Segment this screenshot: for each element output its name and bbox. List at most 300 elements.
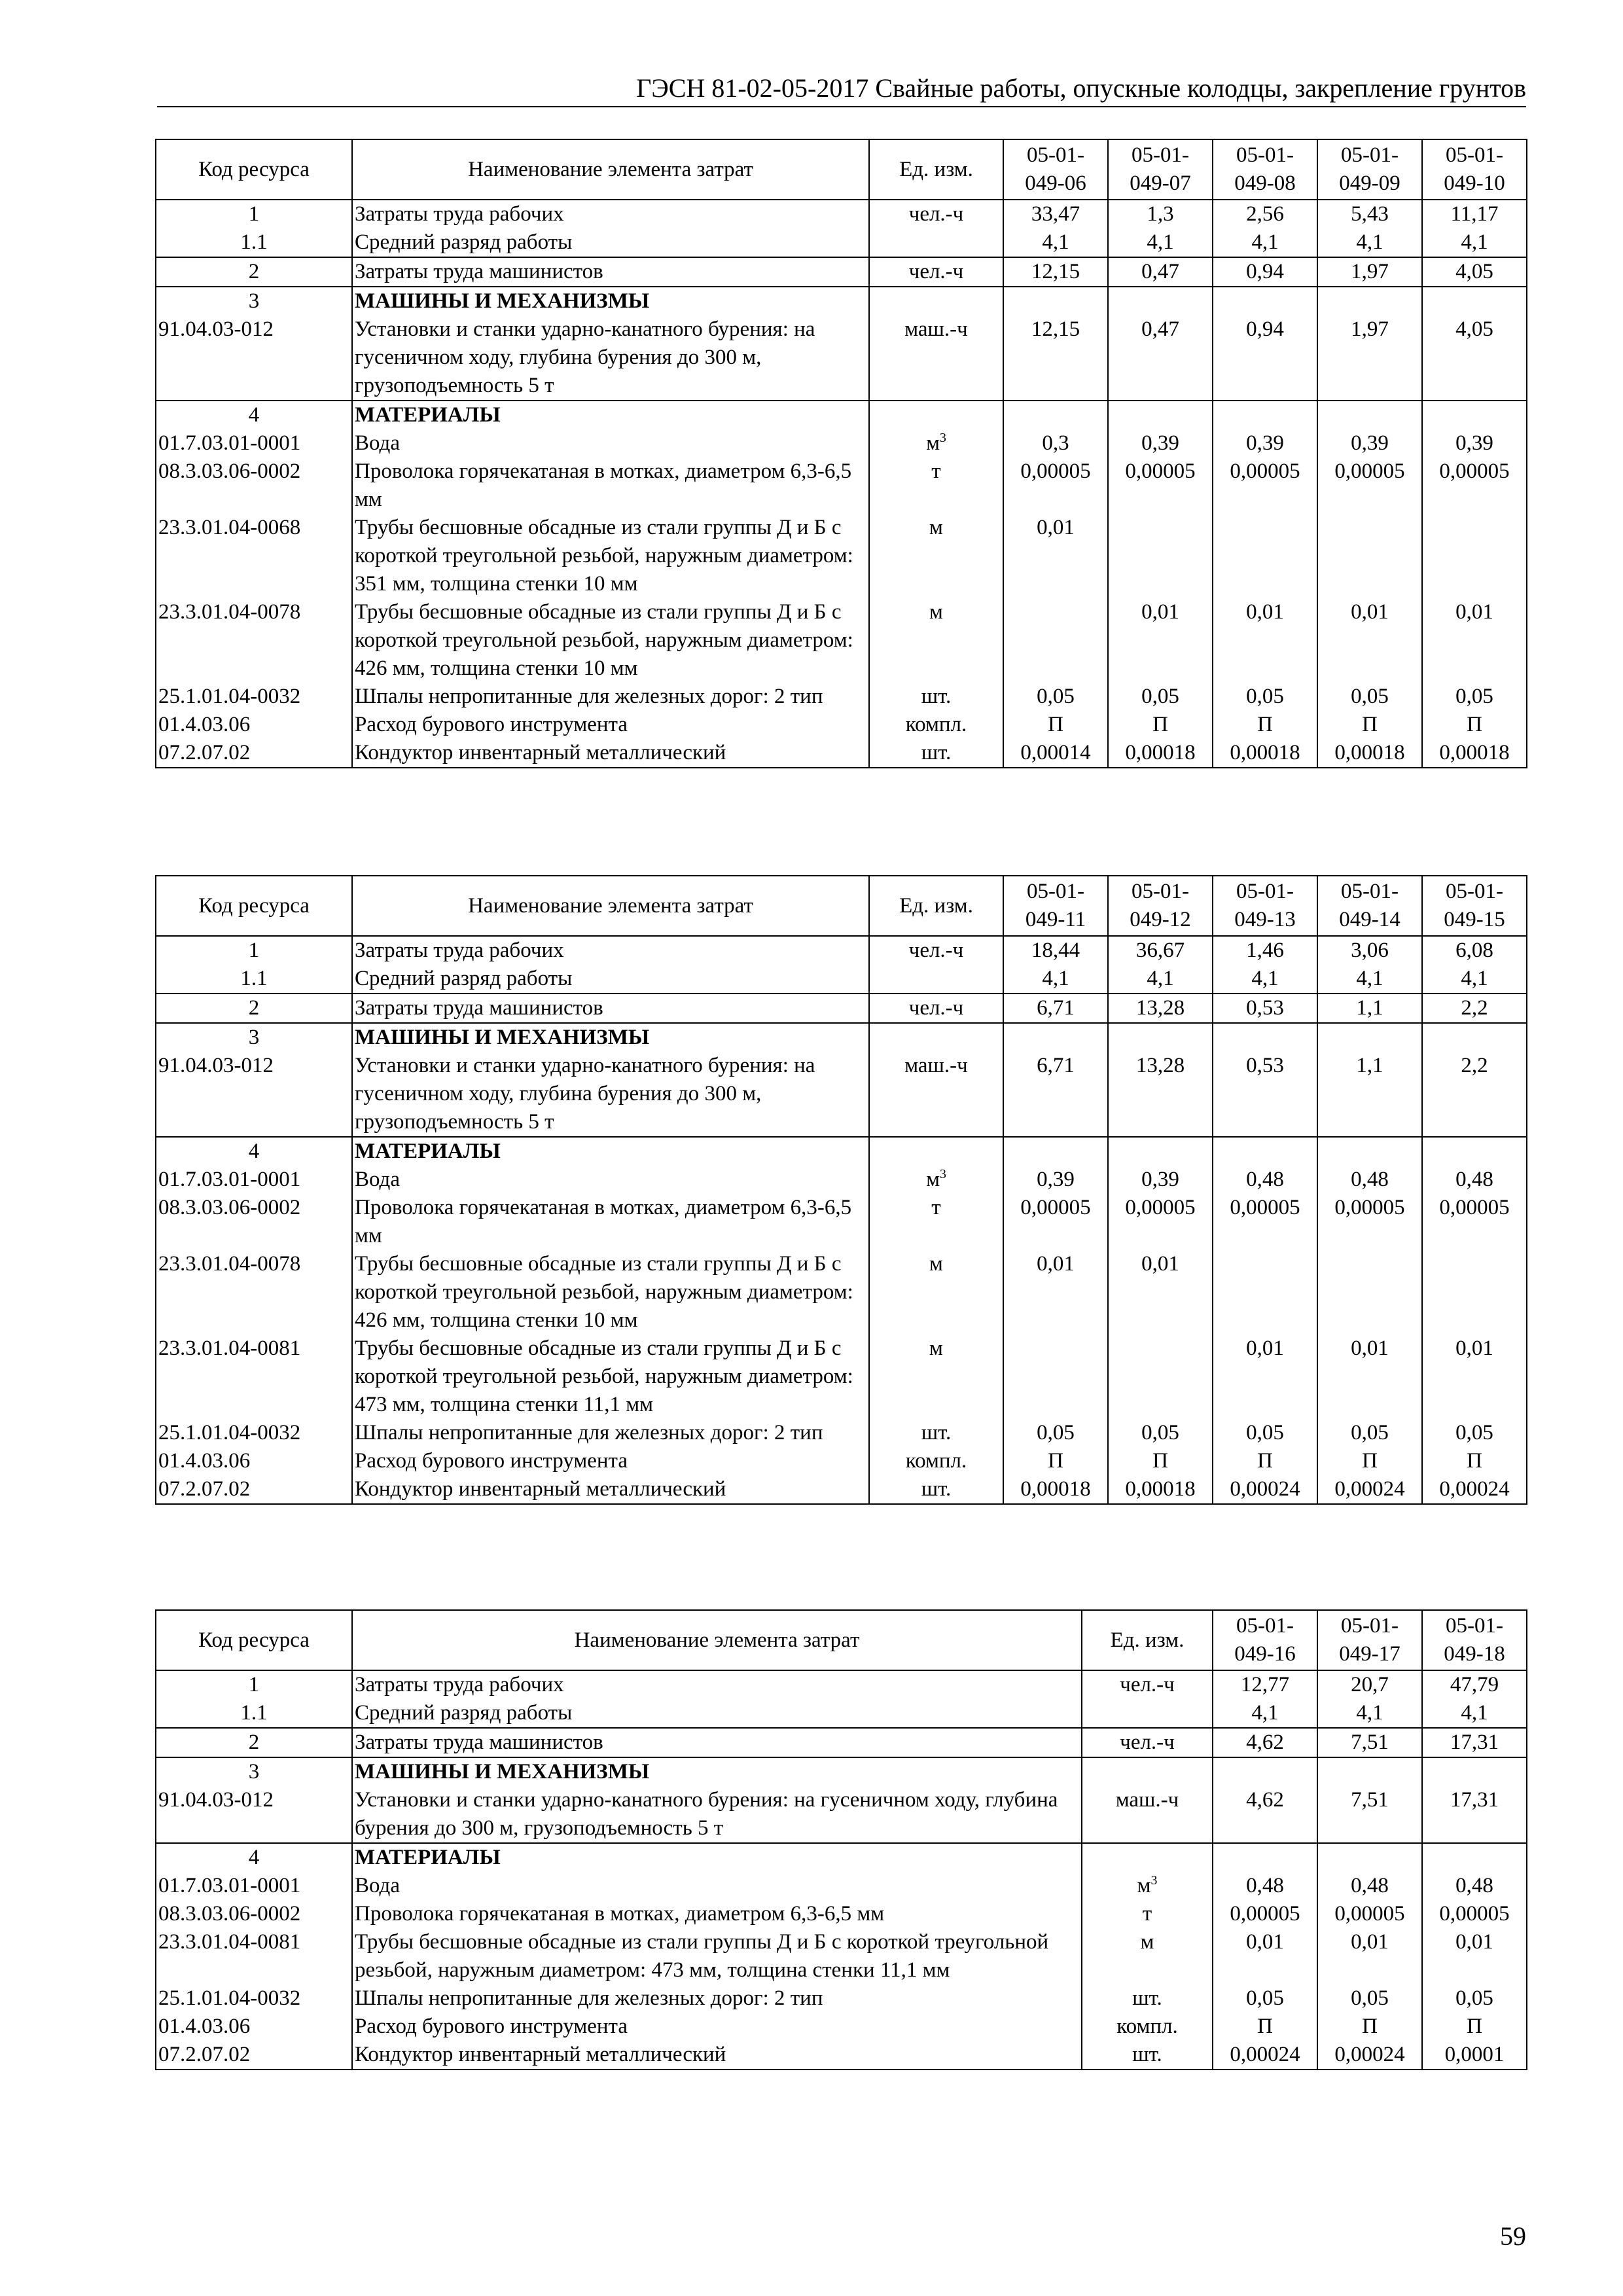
resource-value: 11,17	[1422, 200, 1527, 228]
resource-value: 0,05	[1422, 1419, 1527, 1447]
resource-unit: чел.-ч	[1082, 1670, 1213, 1699]
resource-value: 12,77	[1213, 1670, 1317, 1699]
table-row	[156, 598, 1527, 683]
resource-value: 0,01	[1213, 1335, 1317, 1419]
resource-value: 0,48	[1422, 1872, 1527, 1900]
resource-code: 01.4.03.06	[156, 2013, 352, 2041]
resource-unit: $м^3$	[869, 429, 1003, 457]
resource-code: 4	[156, 401, 352, 429]
resource-value: П	[1317, 1447, 1422, 1475]
resource-unit	[1082, 1699, 1213, 1728]
resource-unit: шт.	[1082, 2041, 1213, 2070]
resource-value	[1422, 514, 1527, 598]
resource-value: 4,1	[1422, 228, 1527, 257]
resource-unit: маш.-ч	[1082, 1786, 1213, 1843]
resource-name: Затраты труда машинистов	[352, 1728, 1082, 1757]
header-norm-code: 05-01- 049-16	[1213, 1610, 1317, 1670]
resource-value: 20,7	[1317, 1670, 1422, 1699]
resource-unit: м	[869, 1335, 1003, 1419]
table-row	[156, 1052, 1527, 1137]
resource-unit: маш.-ч	[869, 1052, 1003, 1137]
page-header: ГЭСН 81-02-05-2017 Свайные работы, опускные колодцы, закрепление грунтов	[157, 72, 1526, 107]
resource-value	[1213, 514, 1317, 598]
table-row	[156, 457, 1527, 514]
resource-value: 4,62	[1213, 1786, 1317, 1843]
resource-value: 0,39	[1422, 429, 1527, 457]
resource-value	[1213, 401, 1317, 429]
resource-name: Расход бурового инструмента	[352, 2013, 1082, 2041]
resource-value: 0,05	[1317, 683, 1422, 711]
resource-value: 0,3	[1003, 429, 1108, 457]
table-row	[156, 1900, 1527, 1928]
resource-value: П	[1422, 1447, 1527, 1475]
resource-value: 0,00005	[1213, 1900, 1317, 1928]
resource-value: П	[1213, 2013, 1317, 2041]
resource-code: 08.3.03.06-0002	[156, 1194, 352, 1250]
resource-value: 4,1	[1213, 1699, 1317, 1728]
resource-value: 12,15	[1003, 257, 1108, 287]
header-unit: Ед. изм.	[1082, 1610, 1213, 1670]
header-norm-code: 05-01- 049-08	[1213, 139, 1317, 200]
resource-value: 0,01	[1422, 1928, 1527, 1984]
resource-value: П	[1213, 1447, 1317, 1475]
resource-value: 0,94	[1213, 257, 1317, 287]
resource-value	[1213, 1137, 1317, 1166]
resource-unit: шт.	[869, 683, 1003, 711]
resource-name: Средний разряд работы	[352, 965, 869, 994]
resource-value: 0,00018	[1422, 739, 1527, 768]
resource-name: Вода	[352, 429, 869, 457]
resource-value: П	[1317, 2013, 1422, 2041]
resource-value: 0,00005	[1003, 457, 1108, 514]
resource-value: 0,00005	[1213, 1194, 1317, 1250]
resource-value: 0,05	[1003, 1419, 1108, 1447]
resource-unit: чел.-ч	[869, 936, 1003, 965]
table-row	[156, 1023, 1527, 1052]
table-row	[156, 1335, 1527, 1419]
resource-name: Трубы бесшовные обсадные из стали группы Д и Б с короткой треугольной резьбой, наружным диаметром: 426 мм, толщина стенки 10 мм	[352, 1250, 869, 1335]
header-unit: Ед. изм.	[869, 139, 1003, 200]
table-row	[156, 315, 1527, 401]
resource-value: 0,05	[1213, 683, 1317, 711]
resource-value	[1003, 598, 1108, 683]
resource-value: 4,1	[1003, 228, 1108, 257]
header-name: Наименование элемента затрат	[352, 139, 869, 200]
resource-code: 23.3.01.04-0081	[156, 1928, 352, 1984]
resource-value: 13,28	[1108, 994, 1213, 1023]
resource-value: 0,01	[1108, 1250, 1213, 1335]
resource-value	[1108, 1023, 1213, 1052]
table-row	[156, 514, 1527, 598]
resource-code: 1.1	[156, 1699, 352, 1728]
resource-value	[1317, 1843, 1422, 1872]
resource-name: МАТЕРИАЛЫ	[352, 1137, 869, 1166]
resource-value: 0,05	[1422, 683, 1527, 711]
resource-value: 0,01	[1108, 598, 1213, 683]
resource-unit: $м^3$	[869, 1166, 1003, 1194]
resource-code: 4	[156, 1137, 352, 1166]
resource-value: 0,00005	[1108, 1194, 1213, 1250]
resource-value: 13,28	[1108, 1052, 1213, 1137]
resource-unit: чел.-ч	[869, 200, 1003, 228]
resource-value: 0,39	[1108, 1166, 1213, 1194]
resource-name: Затраты труда рабочих	[352, 200, 869, 228]
resource-value: 0,48	[1317, 1166, 1422, 1194]
resource-value: 0,00005	[1422, 1194, 1527, 1250]
resource-value: 0,39	[1003, 1166, 1108, 1194]
resource-code: 25.1.01.04-0032	[156, 1984, 352, 2013]
resource-unit: компл.	[869, 1447, 1003, 1475]
header-norm-code: 05-01- 049-18	[1422, 1610, 1527, 1670]
header-code: Код ресурса	[156, 1610, 352, 1670]
resource-code: 23.3.01.04-0078	[156, 598, 352, 683]
resource-value	[1317, 1137, 1422, 1166]
table-row	[156, 1475, 1527, 1504]
header-code: Код ресурса	[156, 876, 352, 936]
resource-value: 1,3	[1108, 200, 1213, 228]
resource-value: 0,39	[1317, 429, 1422, 457]
resource-value	[1108, 1335, 1213, 1419]
resource-value: 1,1	[1317, 994, 1422, 1023]
resource-name: МАШИНЫ И МЕХАНИЗМЫ	[352, 1757, 1082, 1786]
resource-code: 07.2.07.02	[156, 739, 352, 768]
resource-value: 6,71	[1003, 994, 1108, 1023]
resource-name: Шпалы непропитанные для железных дорог: 2 тип	[352, 683, 869, 711]
resource-name: Кондуктор инвентарный металлический	[352, 2041, 1082, 2070]
resource-name: МАТЕРИАЛЫ	[352, 1843, 1082, 1872]
resource-value	[1317, 514, 1422, 598]
resource-value: 0,00005	[1422, 457, 1527, 514]
header-name: Наименование элемента затрат	[352, 876, 869, 936]
resource-value	[1317, 1023, 1422, 1052]
resource-code: 01.7.03.01-0001	[156, 1872, 352, 1900]
header-norm-code: 05-01- 049-12	[1108, 876, 1213, 936]
resource-value: 4,62	[1213, 1728, 1317, 1757]
resource-value: П	[1003, 1447, 1108, 1475]
resource-code: 07.2.07.02	[156, 1475, 352, 1504]
resource-unit: т	[869, 1194, 1003, 1250]
resource-value: 0,00018	[1108, 739, 1213, 768]
table-row	[156, 1872, 1527, 1900]
resource-value: 0,00024	[1422, 1475, 1527, 1504]
resource-unit	[869, 965, 1003, 994]
resource-value	[1317, 1250, 1422, 1335]
resource-code: 23.3.01.04-0078	[156, 1250, 352, 1335]
resource-name: МАШИНЫ И МЕХАНИЗМЫ	[352, 287, 869, 315]
header-name: Наименование элемента затрат	[352, 1610, 1082, 1670]
table-row	[156, 228, 1527, 257]
resource-value: 4,1	[1422, 1699, 1527, 1728]
table-row	[156, 1419, 1527, 1447]
resource-value	[1422, 1250, 1527, 1335]
resource-name: Трубы бесшовные обсадные из стали группы Д и Б с короткой треугольной резьбой, наружным диаметром: 473 мм, толщина стенки 11,1 мм	[352, 1928, 1082, 1984]
resource-value: 17,31	[1422, 1728, 1527, 1757]
resource-value: 0,00005	[1108, 457, 1213, 514]
resource-value: 0,01	[1213, 598, 1317, 683]
resource-value: 0,00014	[1003, 739, 1108, 768]
resource-value: 0,05	[1108, 1419, 1213, 1447]
table-row	[156, 711, 1527, 739]
resource-value: 0,01	[1317, 1335, 1422, 1419]
resource-code: 3	[156, 287, 352, 315]
resource-value	[1213, 1757, 1317, 1786]
resource-name: Затраты труда машинистов	[352, 257, 869, 287]
header-norm-code: 05-01- 049-17	[1317, 1610, 1422, 1670]
resource-value	[1108, 1137, 1213, 1166]
table-row	[156, 429, 1527, 457]
table-row	[156, 200, 1527, 228]
header-code: Код ресурса	[156, 139, 352, 200]
header-norm-code: 05-01- 049-09	[1317, 139, 1422, 200]
table-row	[156, 1843, 1527, 1872]
resource-name: Кондуктор инвентарный металлический	[352, 739, 869, 768]
resource-value	[1422, 401, 1527, 429]
resource-value: 0,48	[1317, 1872, 1422, 1900]
resource-value: 7,51	[1317, 1728, 1422, 1757]
resource-value	[1422, 1023, 1527, 1052]
resource-name: Средний разряд работы	[352, 1699, 1082, 1728]
resource-name: Средний разряд работы	[352, 228, 869, 257]
resource-value: П	[1108, 711, 1213, 739]
table-row	[156, 1250, 1527, 1335]
resource-value: 0,00024	[1213, 1475, 1317, 1504]
resource-value	[1003, 1335, 1108, 1419]
resource-value: 0,00005	[1317, 457, 1422, 514]
resource-value	[1213, 287, 1317, 315]
resource-value: 1,97	[1317, 257, 1422, 287]
resource-value: 2,2	[1422, 994, 1527, 1023]
resource-value: 2,56	[1213, 200, 1317, 228]
table-row	[156, 1728, 1527, 1757]
resource-value: 12,15	[1003, 315, 1108, 401]
table-row	[156, 257, 1527, 287]
resource-unit	[869, 401, 1003, 429]
table-row	[156, 1447, 1527, 1475]
resource-value: 0,01	[1213, 1928, 1317, 1984]
resource-value	[1003, 287, 1108, 315]
resource-code: 91.04.03-012	[156, 1052, 352, 1137]
resource-unit: маш.-ч	[869, 315, 1003, 401]
resource-name: Вода	[352, 1166, 869, 1194]
resource-value: 4,1	[1003, 965, 1108, 994]
resource-code: 1.1	[156, 228, 352, 257]
resource-value: 7,51	[1317, 1786, 1422, 1843]
resource-name: Расход бурового инструмента	[352, 1447, 869, 1475]
resource-code: 25.1.01.04-0032	[156, 683, 352, 711]
header-norm-code: 05-01- 049-15	[1422, 876, 1527, 936]
resource-name: Трубы бесшовные обсадные из стали группы Д и Б с короткой треугольной резьбой, наружным диаметром: 426 мм, толщина стенки 10 мм	[352, 598, 869, 683]
resource-value: 33,47	[1003, 200, 1108, 228]
resource-code: 91.04.03-012	[156, 1786, 352, 1843]
resource-name: Шпалы непропитанные для железных дорог: 2 тип	[352, 1984, 1082, 2013]
resource-unit: шт.	[869, 739, 1003, 768]
resource-value: 0,05	[1317, 1984, 1422, 2013]
resource-value: 0,05	[1422, 1984, 1527, 2013]
resource-value: 0,00018	[1213, 739, 1317, 768]
resource-value: 0,00024	[1317, 1475, 1422, 1504]
header-norm-code: 05-01- 049-13	[1213, 876, 1317, 936]
resource-value	[1003, 1137, 1108, 1166]
resource-code: 3	[156, 1023, 352, 1052]
resource-code: 23.3.01.04-0081	[156, 1335, 352, 1419]
resource-name: Вода	[352, 1872, 1082, 1900]
resource-code: 01.7.03.01-0001	[156, 429, 352, 457]
resource-name: Расход бурового инструмента	[352, 711, 869, 739]
resource-value: 4,1	[1317, 1699, 1422, 1728]
resource-code: 91.04.03-012	[156, 315, 352, 401]
resource-value: 0,00005	[1003, 1194, 1108, 1250]
resource-unit: т	[869, 457, 1003, 514]
resource-code: 2	[156, 994, 352, 1023]
resource-value: 0,00005	[1213, 457, 1317, 514]
resource-value	[1003, 1023, 1108, 1052]
resource-table-3	[155, 1609, 1527, 2070]
table-row	[156, 2013, 1527, 2041]
resource-value: П	[1213, 711, 1317, 739]
resource-value: 0,01	[1317, 1928, 1422, 1984]
table-row	[156, 401, 1527, 429]
resource-unit: компл.	[869, 711, 1003, 739]
header-norm-code: 05-01- 049-07	[1108, 139, 1213, 200]
resource-value: 0,01	[1003, 514, 1108, 598]
table-row	[156, 2041, 1527, 2070]
resource-code: 07.2.07.02	[156, 2041, 352, 2070]
resource-value: 0,01	[1422, 598, 1527, 683]
resource-unit: м	[869, 598, 1003, 683]
resource-value: 1,1	[1317, 1052, 1422, 1137]
resource-value	[1003, 401, 1108, 429]
resource-name: Затраты труда рабочих	[352, 936, 869, 965]
resource-value: 0,00005	[1317, 1194, 1422, 1250]
resource-code: 01.4.03.06	[156, 1447, 352, 1475]
table-row	[156, 965, 1527, 994]
resource-value: 4,05	[1422, 257, 1527, 287]
resource-code: 1.1	[156, 965, 352, 994]
resource-unit: $м^3$	[1082, 1872, 1213, 1900]
resource-value: 0,00005	[1422, 1900, 1527, 1928]
table-row	[156, 1786, 1527, 1843]
resource-value	[1317, 287, 1422, 315]
table-row	[156, 1757, 1527, 1786]
resource-unit: шт.	[869, 1419, 1003, 1447]
resource-value	[1422, 1843, 1527, 1872]
resource-unit: шт.	[869, 1475, 1003, 1504]
resource-value: 0,39	[1108, 429, 1213, 457]
resource-name: МАШИНЫ И МЕХАНИЗМЫ	[352, 1023, 869, 1052]
header-norm-code: 05-01- 049-11	[1003, 876, 1108, 936]
resource-name: Установки и станки ударно-канатного бурения: на гусеничном ходу, глубина бурения до 300 м, грузоподъемность 5 т	[352, 1052, 869, 1137]
resource-code: 4	[156, 1843, 352, 1872]
resource-unit	[869, 287, 1003, 315]
resource-value: 0,01	[1422, 1335, 1527, 1419]
resource-value: 4,1	[1108, 228, 1213, 257]
resource-name: Кондуктор инвентарный металлический	[352, 1475, 869, 1504]
resource-value: 0,0001	[1422, 2041, 1527, 2070]
resource-value: 4,1	[1317, 228, 1422, 257]
resource-value: 4,1	[1317, 965, 1422, 994]
resource-name: Проволока горячекатаная в мотках, диаметром 6,3-6,5 мм	[352, 1194, 869, 1250]
resource-value: 17,31	[1422, 1786, 1527, 1843]
header-norm-code: 05-01- 049-10	[1422, 139, 1527, 200]
resource-value: 0,53	[1213, 994, 1317, 1023]
header-unit: Ед. изм.	[869, 876, 1003, 936]
resource-value	[1422, 1757, 1527, 1786]
resource-unit: чел.-ч	[869, 994, 1003, 1023]
resource-name: Проволока горячекатаная в мотках, диаметром 6,3-6,5 мм	[352, 457, 869, 514]
table-row	[156, 1166, 1527, 1194]
resource-value: 6,71	[1003, 1052, 1108, 1137]
resource-name: Установки и станки ударно-канатного бурения: на гусеничном ходу, глубина бурения до 300 м, грузоподъемность 5 т	[352, 1786, 1082, 1843]
resource-value: 4,1	[1108, 965, 1213, 994]
resource-value: 0,05	[1213, 1984, 1317, 2013]
resource-value: 0,48	[1213, 1166, 1317, 1194]
resource-value: 4,1	[1422, 965, 1527, 994]
resource-value: 2,2	[1422, 1052, 1527, 1137]
table-row	[156, 994, 1527, 1023]
resource-value: 0,47	[1108, 315, 1213, 401]
resource-name: Затраты труда машинистов	[352, 994, 869, 1023]
resource-value: 0,05	[1213, 1419, 1317, 1447]
resource-unit	[1082, 1843, 1213, 1872]
resource-value	[1422, 287, 1527, 315]
resource-value	[1317, 1757, 1422, 1786]
resource-value: 18,44	[1003, 936, 1108, 965]
resource-unit: т	[1082, 1900, 1213, 1928]
resource-value	[1108, 401, 1213, 429]
resource-code: 01.7.03.01-0001	[156, 1166, 352, 1194]
resource-value: П	[1317, 711, 1422, 739]
table-row	[156, 1137, 1527, 1166]
resource-value: 3,06	[1317, 936, 1422, 965]
resource-code: 1	[156, 200, 352, 228]
resource-name: Установки и станки ударно-канатного бурения: на гусеничном ходу, глубина бурения до 300 м, грузоподъемность 5 т	[352, 315, 869, 401]
resource-value	[1213, 1250, 1317, 1335]
table-row	[156, 1670, 1527, 1699]
resource-value: 5,43	[1317, 200, 1422, 228]
resource-code: 08.3.03.06-0002	[156, 1900, 352, 1928]
resource-value: 4,05	[1422, 315, 1527, 401]
resource-value: П	[1422, 2013, 1527, 2041]
resource-name: Трубы бесшовные обсадные из стали группы Д и Б с короткой треугольной резьбой, наружным диаметром: 351 мм, толщина стенки 10 мм	[352, 514, 869, 598]
resource-unit: чел.-ч	[1082, 1728, 1213, 1757]
resource-value: 0,05	[1003, 683, 1108, 711]
resource-value: 36,67	[1108, 936, 1213, 965]
resource-table-2	[155, 875, 1527, 1505]
resource-value: 0,00018	[1317, 739, 1422, 768]
resource-value	[1108, 287, 1213, 315]
resource-code: 01.4.03.06	[156, 711, 352, 739]
resource-value: 0,94	[1213, 315, 1317, 401]
table-row	[156, 1984, 1527, 2013]
table-row	[156, 1699, 1527, 1728]
resource-unit	[1082, 1757, 1213, 1786]
header-norm-code: 05-01- 049-06	[1003, 139, 1108, 200]
resource-value: 47,79	[1422, 1670, 1527, 1699]
resource-value: 1,97	[1317, 315, 1422, 401]
resource-value	[1317, 401, 1422, 429]
resource-value: 0,05	[1108, 683, 1213, 711]
resource-value: 1,46	[1213, 936, 1317, 965]
resource-name: Проволока горячекатаная в мотках, диаметром 6,3-6,5 мм	[352, 1900, 1082, 1928]
resource-value: 0,39	[1213, 429, 1317, 457]
resource-value	[1108, 514, 1213, 598]
resource-name: МАТЕРИАЛЫ	[352, 401, 869, 429]
resource-table-1	[155, 139, 1527, 768]
resource-code: 2	[156, 1728, 352, 1757]
table-row	[156, 936, 1527, 965]
resource-value: 4,1	[1213, 228, 1317, 257]
resource-value: 0,00018	[1003, 1475, 1108, 1504]
